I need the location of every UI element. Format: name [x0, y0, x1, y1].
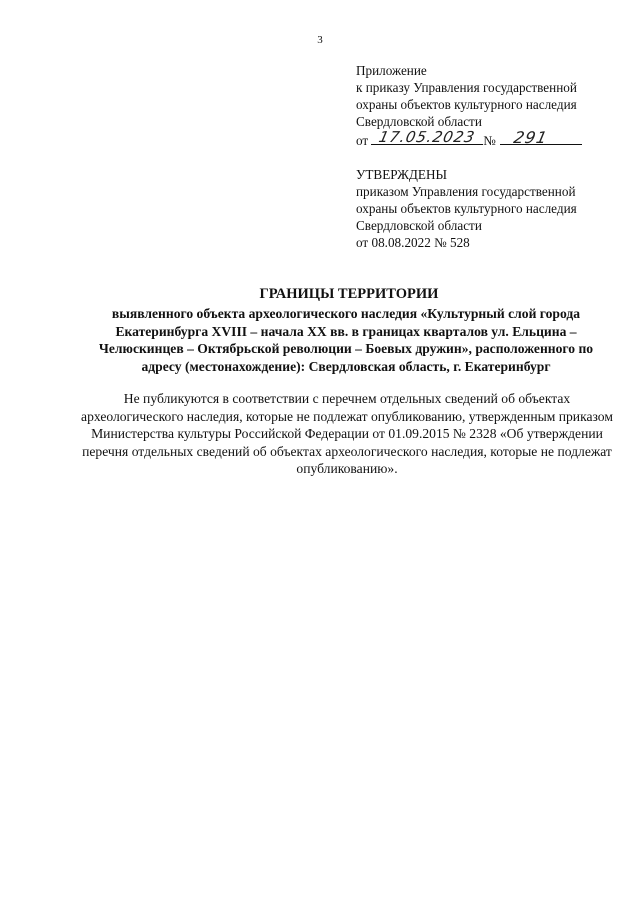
- annex-line: охраны объектов культурного наследия: [356, 97, 577, 112]
- handwritten-number: 291: [511, 128, 550, 147]
- title-main: ГРАНИЦЫ ТЕРРИТОРИИ: [259, 286, 439, 302]
- order-date-line: [356, 130, 626, 149]
- approved-block: [356, 166, 626, 251]
- annex-block: [356, 62, 626, 149]
- approved-line: охраны объектов культурного наследия: [356, 201, 577, 216]
- number-sign: №: [483, 133, 496, 148]
- approved-line: приказом Управления государственной: [356, 184, 576, 199]
- document-title: [0, 285, 640, 303]
- date-prefix: от: [356, 133, 369, 148]
- approved-date-line: от 08.08.2022 № 528: [356, 235, 470, 250]
- annex-line: Свердловской области: [356, 114, 482, 129]
- title-subtitle: выявленного объекта археологического наследия «Культурный слой города Екатеринбурга XVIII – начала XX вв. в границах кварталов ул. Ельцина – Челюскинцев – Октябрьской революции – Боевых дружин», расположенного по адресу (местонахождение): Свердловская область, г. Екатеринбург: [98, 306, 594, 375]
- annex-line: к приказу Управления государственной: [356, 80, 577, 95]
- order-date-field: [371, 130, 483, 145]
- publication-notice: Не публикуются в соответствии с перечнем отдельных сведений об объектах археологического наследия, которые не подлежат опубликованию, утвержденным приказом Министерства культуры Российской Федерации от 01.09.2015 № 2328 «Об утверждении перечня отдельных сведений об объектах археологического наследия, которые не подлежат опубликованию».: [81, 391, 613, 477]
- handwritten-date: 17.05.2023: [377, 128, 478, 146]
- approved-heading: УТВЕРЖДЕНЫ: [356, 167, 448, 182]
- page-number: 3: [317, 34, 323, 46]
- annex-line: Приложение: [356, 63, 427, 78]
- approved-line: Свердловской области: [356, 218, 482, 233]
- order-number-field: [500, 130, 582, 145]
